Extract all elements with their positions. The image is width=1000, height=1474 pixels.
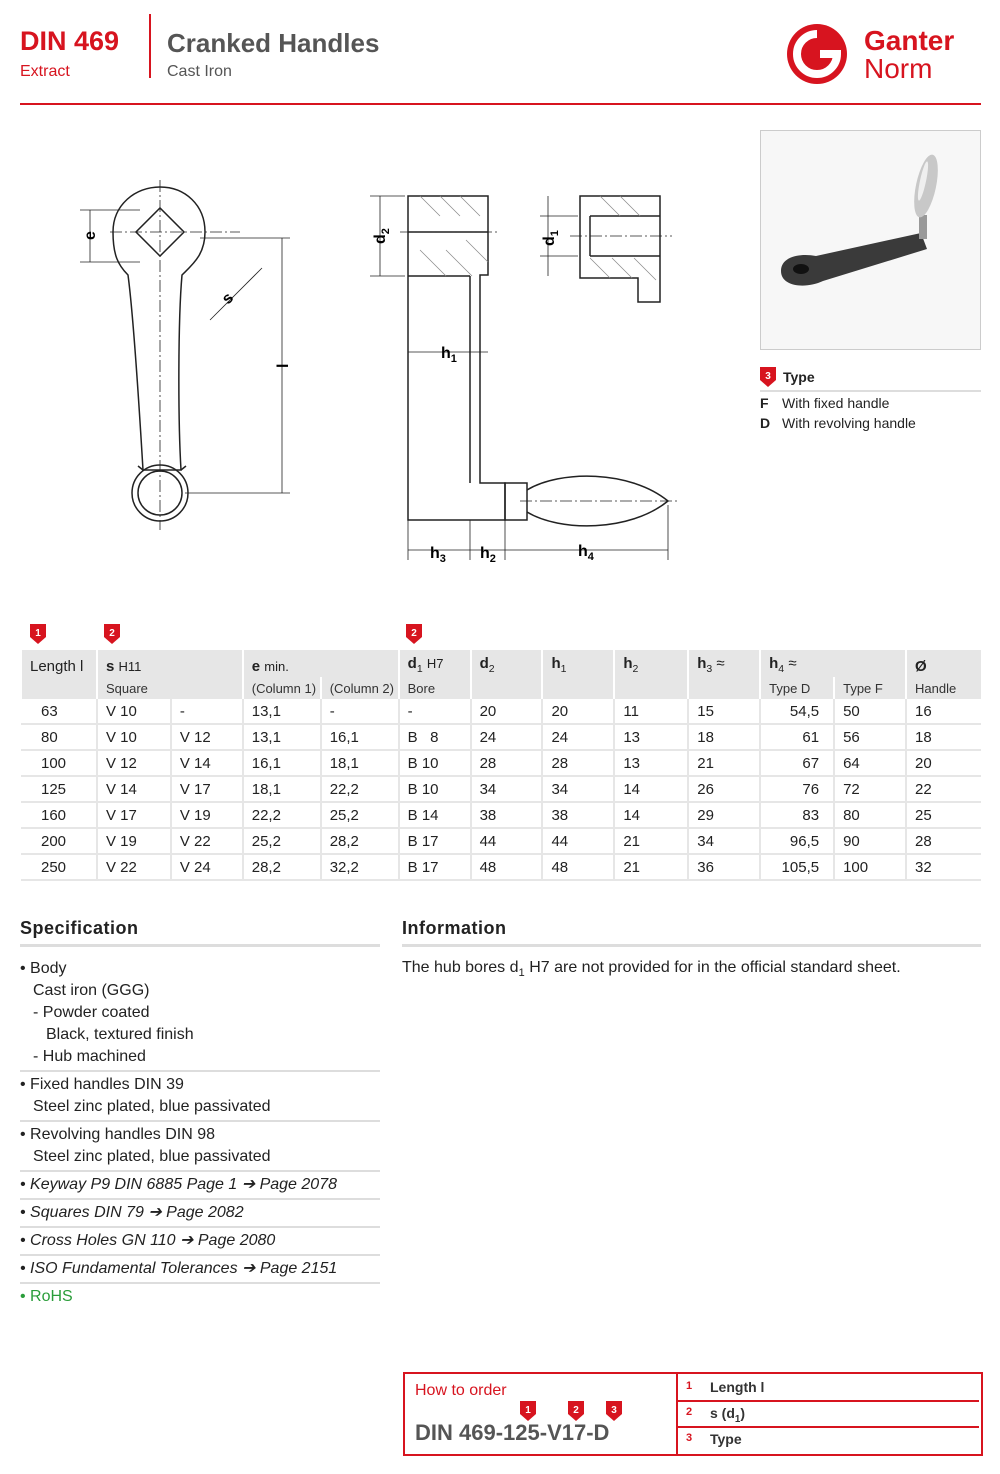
table-cell: 25 bbox=[906, 802, 981, 828]
table-cell: - bbox=[321, 699, 399, 724]
spec-ref-cross-holes[interactable]: • Cross Holes GN 110 ➔ Page 2080 bbox=[20, 1228, 380, 1256]
table-cell: 13 bbox=[614, 750, 688, 776]
table-cell: 28,2 bbox=[243, 854, 321, 880]
svg-text:3: 3 bbox=[611, 1405, 617, 1416]
table-cell: 13 bbox=[614, 724, 688, 750]
sub-square: Square bbox=[97, 677, 243, 699]
spec-ref-tolerances[interactable]: • ISO Fundamental Tolerances ➔ Page 2151 bbox=[20, 1256, 380, 1284]
table-cell: 100 bbox=[834, 854, 906, 880]
table-cell: 200 bbox=[21, 828, 97, 854]
specification-rule bbox=[20, 944, 380, 947]
table-cell: 20 bbox=[906, 750, 981, 776]
table-cell: 28 bbox=[906, 828, 981, 854]
table-cell: 13,1 bbox=[243, 699, 321, 724]
table-cell: 34 bbox=[688, 828, 760, 854]
table-cell: 20 bbox=[542, 699, 614, 724]
table-cell: B 10 bbox=[399, 750, 471, 776]
table-cell: V 10 bbox=[97, 699, 171, 724]
table-cell: 64 bbox=[834, 750, 906, 776]
table-cell: 36 bbox=[688, 854, 760, 880]
table-cell: 26 bbox=[688, 776, 760, 802]
table-cell: 16,1 bbox=[243, 750, 321, 776]
dim-d1: $d_1$ bbox=[541, 230, 561, 246]
how-to-order-label: How to order bbox=[415, 1382, 507, 1399]
table-row bbox=[21, 828, 981, 854]
information-rule bbox=[402, 944, 981, 947]
order-badge-3-icon bbox=[606, 1401, 622, 1421]
table-cell: 20 bbox=[471, 699, 543, 724]
table-cell: V 12 bbox=[97, 750, 171, 776]
table-cell: 24 bbox=[471, 724, 543, 750]
table-cell: V 24 bbox=[171, 854, 243, 880]
table-cell: B 10 bbox=[399, 776, 471, 802]
sub-col1: (Column 1) bbox=[243, 677, 321, 699]
table-cell: 18,1 bbox=[321, 750, 399, 776]
table-cell: 24 bbox=[542, 724, 614, 750]
table-cell: 14 bbox=[614, 802, 688, 828]
table-cell: 25,2 bbox=[243, 828, 321, 854]
table-cell: B 14 bbox=[399, 802, 471, 828]
table-cell: 125 bbox=[21, 776, 97, 802]
badge-1-icon bbox=[30, 624, 46, 644]
table-cell: 18 bbox=[906, 724, 981, 750]
spec-body: • Body Cast iron (GGG) - Powder coated Black, textured finish - Hub machined bbox=[20, 956, 380, 1072]
dim-l: l bbox=[275, 363, 292, 368]
col-d1: $d_1$ H7 bbox=[399, 650, 471, 677]
table-cell: V 22 bbox=[171, 828, 243, 854]
badge-2b-icon bbox=[406, 624, 422, 644]
order-badge-2-icon bbox=[568, 1401, 584, 1421]
svg-text:3: 3 bbox=[765, 371, 771, 382]
type-item-f: F With fixed handle bbox=[760, 395, 890, 411]
spec-fixed-handles: • Fixed handles DIN 39 Steel zinc plated, blue passivated bbox=[20, 1072, 380, 1122]
table-cell: 28 bbox=[542, 750, 614, 776]
dim-e: e bbox=[82, 231, 99, 240]
table-cell: 90 bbox=[834, 828, 906, 854]
table-subheader-row bbox=[21, 677, 981, 699]
type-title: Type bbox=[783, 369, 815, 385]
table-cell: 72 bbox=[834, 776, 906, 802]
dimensions-table bbox=[20, 650, 981, 881]
brand-name: Ganter bbox=[864, 25, 955, 56]
table-cell: 38 bbox=[542, 802, 614, 828]
table-cell: 96,5 bbox=[760, 828, 834, 854]
order-code: DIN 469-125-V17-D bbox=[415, 1420, 610, 1445]
specification-title: Specification bbox=[20, 918, 139, 938]
dim-s: s bbox=[218, 289, 238, 308]
table-cell: 38 bbox=[471, 802, 543, 828]
table-cell: 80 bbox=[21, 724, 97, 750]
spec-rohs: • RoHS bbox=[20, 1288, 73, 1305]
table-cell: 61 bbox=[760, 724, 834, 750]
type-item-d: D With revolving handle bbox=[760, 415, 916, 431]
page-title: Cranked Handles bbox=[167, 28, 380, 58]
specification-list bbox=[20, 956, 380, 1310]
col-dia: Ø bbox=[906, 650, 981, 677]
table-cell: 28,2 bbox=[321, 828, 399, 854]
table-cell: 44 bbox=[542, 828, 614, 854]
table-header-row bbox=[21, 650, 981, 677]
information-text: The hub bores $d_1$ H7 are not provided for in the official standard sheet. bbox=[402, 959, 901, 980]
order-badge-1-icon bbox=[520, 1401, 536, 1421]
table-cell: V 14 bbox=[97, 776, 171, 802]
table-cell: 15 bbox=[688, 699, 760, 724]
product-photo bbox=[760, 130, 981, 350]
sub-handle: Handle bbox=[906, 677, 981, 699]
table-row bbox=[21, 854, 981, 880]
table-cell: 16,1 bbox=[321, 724, 399, 750]
table-cell: 105,5 bbox=[760, 854, 834, 880]
sub-type-f: Type F bbox=[834, 677, 906, 699]
col-length: Length l bbox=[21, 650, 97, 677]
table-cell: V 12 bbox=[171, 724, 243, 750]
table-cell: 67 bbox=[760, 750, 834, 776]
svg-text:2: 2 bbox=[109, 628, 115, 639]
table-cell: 44 bbox=[471, 828, 543, 854]
table-cell: 48 bbox=[542, 854, 614, 880]
header-rule bbox=[20, 103, 981, 105]
svg-text:1: 1 bbox=[35, 628, 41, 639]
dim-h1: $h_1$ bbox=[441, 345, 457, 365]
table-cell: 160 bbox=[21, 802, 97, 828]
table-cell: V 10 bbox=[97, 724, 171, 750]
table-cell: 29 bbox=[688, 802, 760, 828]
table-cell: 63 bbox=[21, 699, 97, 724]
table-cell: 21 bbox=[614, 828, 688, 854]
table-cell: 18 bbox=[688, 724, 760, 750]
table-cell: 21 bbox=[614, 854, 688, 880]
col-s: s H11 bbox=[97, 650, 243, 677]
type-rule bbox=[760, 390, 981, 392]
page-subtitle: Cast Iron bbox=[167, 63, 232, 80]
table-cell: 100 bbox=[21, 750, 97, 776]
dim-h3: $h_3$ bbox=[430, 545, 446, 565]
table-cell: B 8 bbox=[399, 724, 471, 750]
table-cell: 56 bbox=[834, 724, 906, 750]
svg-text:2: 2 bbox=[573, 1405, 579, 1416]
standard-code: DIN 469 bbox=[20, 26, 120, 56]
header-divider bbox=[149, 14, 151, 78]
table-cell: V 17 bbox=[171, 776, 243, 802]
table-row bbox=[21, 776, 981, 802]
information-title: Information bbox=[402, 918, 507, 938]
table-cell: V 19 bbox=[171, 802, 243, 828]
cranked-handle-image bbox=[761, 131, 980, 349]
order-row-s: 2 s $(d_1)$ bbox=[678, 1400, 979, 1428]
svg-text:2: 2 bbox=[411, 628, 417, 639]
table-cell: V 22 bbox=[97, 854, 171, 880]
table-cell: 22,2 bbox=[243, 802, 321, 828]
technical-drawing bbox=[60, 160, 690, 580]
table-cell: 13,1 bbox=[243, 724, 321, 750]
table-cell: 11 bbox=[614, 699, 688, 724]
col-d2: $d_2$ bbox=[471, 650, 543, 677]
sub-type-d: Type D bbox=[760, 677, 834, 699]
spec-ref-keyway[interactable]: • Keyway P9 DIN 6885 Page 1 ➔ Page 2078 bbox=[20, 1172, 380, 1200]
table-cell: 22 bbox=[906, 776, 981, 802]
table-cell: B 17 bbox=[399, 854, 471, 880]
table-cell: V 14 bbox=[171, 750, 243, 776]
table-cell: 250 bbox=[21, 854, 97, 880]
table-cell: 22,2 bbox=[321, 776, 399, 802]
badge-2-icon bbox=[104, 624, 120, 644]
table-cell: 54,5 bbox=[760, 699, 834, 724]
table-cell: 34 bbox=[542, 776, 614, 802]
table-cell: 25,2 bbox=[321, 802, 399, 828]
brand-name-2: Norm bbox=[864, 53, 933, 84]
spec-revolving-handles: • Revolving handles DIN 98 Steel zinc plated, blue passivated bbox=[20, 1122, 380, 1172]
col-h3: $h_3$ ≈ bbox=[688, 650, 760, 677]
table-cell: 14 bbox=[614, 776, 688, 802]
table-cell: 28 bbox=[471, 750, 543, 776]
extract-label: Extract bbox=[20, 63, 70, 80]
table-cell: 48 bbox=[471, 854, 543, 880]
col-h4: $h_4$ ≈ bbox=[760, 650, 906, 677]
col-h1: $h_1$ bbox=[542, 650, 614, 677]
table-cell: B 17 bbox=[399, 828, 471, 854]
table-cell: 76 bbox=[760, 776, 834, 802]
dim-h2: $h_2$ bbox=[480, 545, 496, 565]
table-row bbox=[21, 699, 981, 724]
ganter-norm-logo bbox=[786, 22, 981, 86]
table-row bbox=[21, 802, 981, 828]
table-cell: V 19 bbox=[97, 828, 171, 854]
col-e: e min. bbox=[243, 650, 399, 677]
table-cell: 83 bbox=[760, 802, 834, 828]
badge-3-icon bbox=[760, 367, 776, 387]
dim-h4: $h_4$ bbox=[578, 543, 594, 563]
sub-bore: Bore bbox=[399, 677, 471, 699]
table-cell: 34 bbox=[471, 776, 543, 802]
table-cell: 32,2 bbox=[321, 854, 399, 880]
col-h2: $h_2$ bbox=[614, 650, 688, 677]
table-row bbox=[21, 750, 981, 776]
table-cell: - bbox=[399, 699, 471, 724]
dim-d2: $d_2$ bbox=[372, 228, 392, 244]
table-cell: 32 bbox=[906, 854, 981, 880]
table-cell: - bbox=[171, 699, 243, 724]
table-cell: 50 bbox=[834, 699, 906, 724]
table-cell: 16 bbox=[906, 699, 981, 724]
order-row-length: 1 Length l bbox=[678, 1374, 979, 1402]
sub-col2: (Column 2) bbox=[321, 677, 399, 699]
svg-text:1: 1 bbox=[525, 1405, 531, 1416]
table-cell: 80 bbox=[834, 802, 906, 828]
order-row-type: 3 Type bbox=[686, 1431, 742, 1447]
table-cell: 18,1 bbox=[243, 776, 321, 802]
spec-ref-squares[interactable]: • Squares DIN 79 ➔ Page 2082 bbox=[20, 1200, 380, 1228]
table-cell: 21 bbox=[688, 750, 760, 776]
table-cell: V 17 bbox=[97, 802, 171, 828]
table-row bbox=[21, 724, 981, 750]
